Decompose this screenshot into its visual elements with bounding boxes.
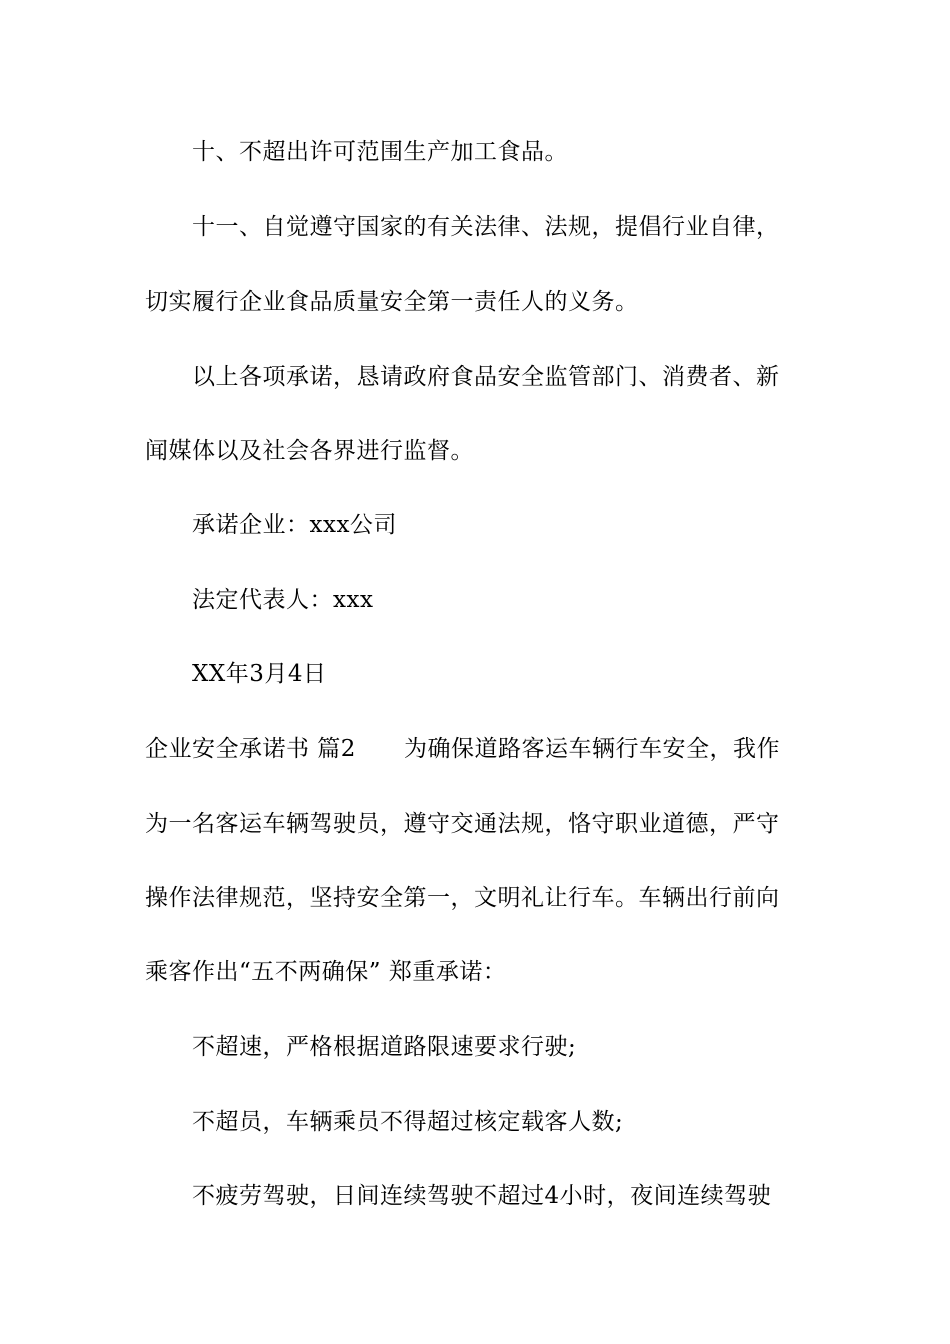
- paragraph-line: 十、不超出许可范围生产加工食品。: [192, 139, 568, 165]
- signature-date: XX年3月4日: [192, 661, 327, 687]
- list-item: 不疲劳驾驶，日间连续驾驶不超过4小时，夜间连续驾驶: [192, 1183, 772, 1209]
- section-heading: 企业安全承诺书 篇2: [145, 736, 356, 762]
- signature-representative: 法定代表人：xxx: [192, 587, 374, 613]
- paragraph-line: 乘客作出“五不两确保” 郑重承诺：: [145, 959, 507, 985]
- paragraph-line: 切实履行企业食品质量安全第一责任人的义务。: [145, 289, 639, 315]
- list-item: 不超速，严格根据道路限速要求行驶;: [192, 1034, 577, 1060]
- paragraph-line: 十一、自觉遵守国家的有关法律、法规，提倡行业自律，: [192, 214, 780, 240]
- list-item: 不超员，车辆乘员不得超过核定载客人数;: [192, 1109, 624, 1135]
- paragraph-line: 为一名客运车辆驾驶员，遵守交通法规，恪守职业道德，严守: [145, 811, 780, 837]
- paragraph-line: 以上各项承诺，恳请政府食品安全监管部门、消费者、新: [192, 364, 780, 390]
- paragraph-line: 为确保道路客运车辆行车安全，我作: [403, 736, 780, 762]
- paragraph-line: 闻媒体以及社会各界进行监督。: [145, 438, 474, 464]
- signature-company: 承诺企业：xxx公司: [192, 512, 397, 538]
- paragraph-line: 操作法律规范，坚持安全第一，文明礼让行车。车辆出行前向: [145, 885, 780, 911]
- section-heading-line: [145, 734, 780, 764]
